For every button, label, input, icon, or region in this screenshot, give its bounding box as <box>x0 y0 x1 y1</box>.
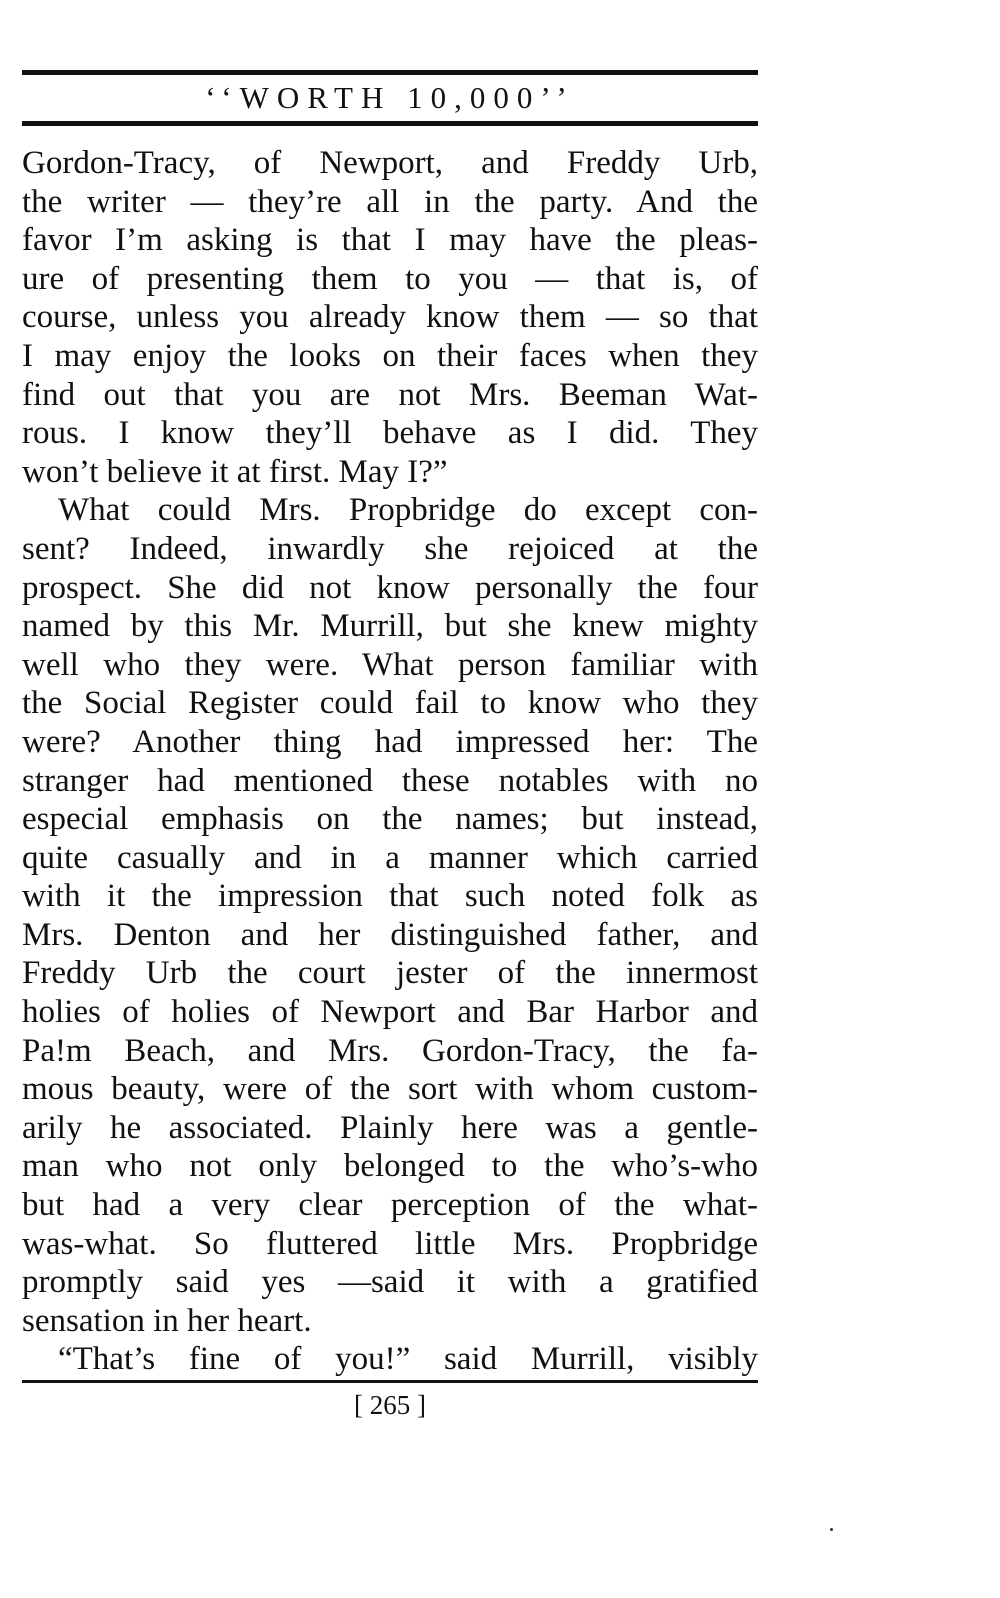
text-line: well who they were. What person familiar with <box>22 646 758 683</box>
text-line: especial emphasis on the names; but instead, <box>22 801 758 838</box>
text-line: named by this Mr. Murrill, but she knew mighty <box>22 608 758 645</box>
text-line: favor I’m asking is that I may have the pleas- <box>22 222 758 259</box>
text-line: “That’s fine of you!” said Murrill, visibly <box>58 1341 758 1378</box>
text-line: stranger had mentioned these notables with no <box>22 762 758 799</box>
text-line: holies of holies of Newport and Bar Harbor and <box>22 994 758 1031</box>
page-number: [ 265 ] <box>354 1390 426 1420</box>
text-line: I may enjoy the looks on their faces when they <box>22 337 758 374</box>
body-text <box>22 144 758 1379</box>
text-line: was-what. So fluttered little Mrs. Propbridge <box>22 1225 758 1262</box>
text-line: find out that you are not Mrs. Beeman Wat- <box>22 376 758 413</box>
scan-speck <box>830 1528 833 1531</box>
running-head: ‘‘WORTH 10,000’’ <box>205 80 575 115</box>
text-line: Gordon-Tracy, of Newport, and Freddy Urb, <box>22 145 758 181</box>
text-line: with it the impression that such noted folk as <box>22 878 758 915</box>
text-line: arily he associated. Plainly here was a gentle- <box>22 1109 758 1146</box>
text-line: mous beauty, were of the sort with whom custom- <box>22 1071 758 1108</box>
text-line: Pa!m Beach, and Mrs. Gordon-Tracy, the fa- <box>22 1032 758 1069</box>
text-line: ure of presenting them to you — that is, of <box>22 260 758 297</box>
text-line: the writer — they’re all in the party. And the <box>22 183 758 220</box>
footer-rule <box>22 1380 758 1383</box>
text-line: were? Another thing had impressed her: The <box>22 723 758 760</box>
text-line: sent? Indeed, inwardly she rejoiced at the <box>22 530 758 567</box>
header-rule-top <box>22 70 758 75</box>
header-rule-bottom <box>22 121 758 126</box>
text-line: What could Mrs. Propbridge do except con- <box>58 492 758 529</box>
text-line: Mrs. Denton and her distinguished father, and <box>22 916 758 953</box>
text-line: but had a very clear perception of the what- <box>22 1187 758 1224</box>
text-line: won’t believe it at first. May I?” <box>22 453 448 490</box>
text-line: quite casually and in a manner which carried <box>22 839 758 876</box>
text-line: Freddy Urb the court jester of the innermost <box>22 955 758 992</box>
text-line: course, unless you already know them — so that <box>22 299 758 336</box>
text-line: promptly said yes —said it with a gratified <box>22 1264 758 1301</box>
text-line: prospect. She did not know personally the four <box>22 569 758 606</box>
text-line: man who not only belonged to the who’s-who <box>22 1148 758 1185</box>
text-line: rous. I know they’ll behave as I did. They <box>22 415 758 452</box>
text-line: the Social Register could fail to know who they <box>22 685 758 722</box>
text-line: sensation in her heart. <box>22 1302 312 1339</box>
